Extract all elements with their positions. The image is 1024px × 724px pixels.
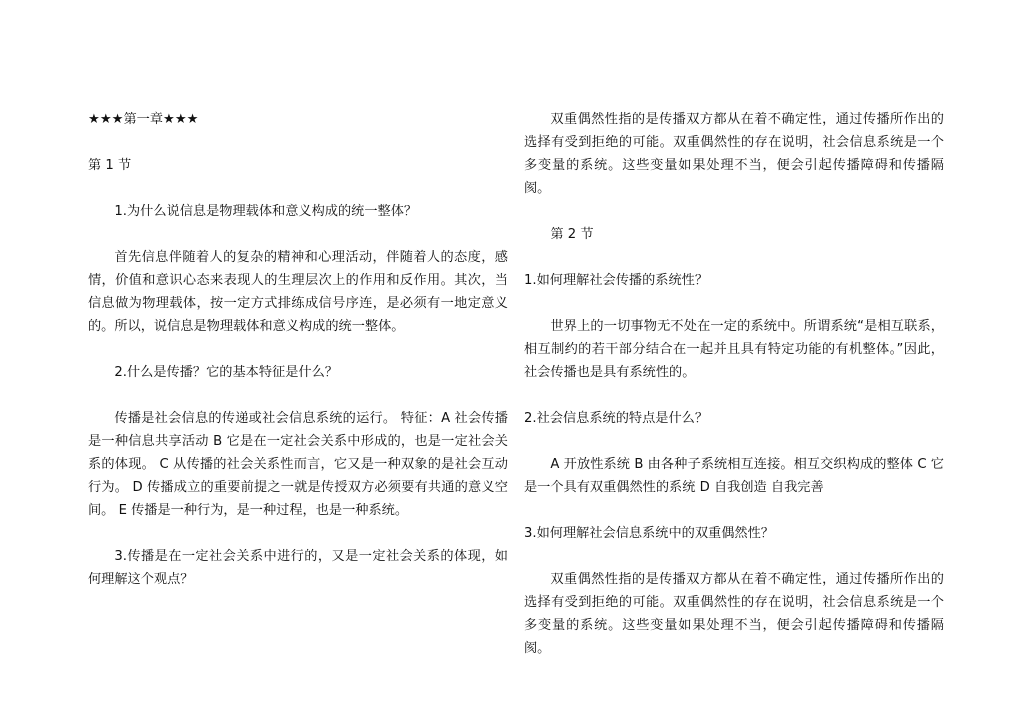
question-1-1: 1.为什么说信息是物理载体和意义构成的统一整体？ (114, 204, 418, 219)
left-column (88, 108, 508, 614)
answer-1-3: 双重偶然性指的是传播双方都从在着不确定性，通过传播所作出的选择有受到拒绝的可能。双重偶然性的存在说明，社会信息系统是一个多变量的系统。这些变量如果处理不当，便会引起传播障碍和传播隔阂。 (524, 112, 944, 196)
question-2-1: 1.如何理解社会传播的系统性？ (524, 273, 709, 288)
question-1-2: 2.什么是传播？它的基本特征是什么？ (114, 365, 338, 380)
question-2-2: 2.社会信息系统的特点是什么？ (524, 411, 709, 426)
chapter-title: ★★★第一章★★★ (88, 112, 199, 127)
answer-2-3: 双重偶然性指的是传播双方都从在着不确定性，通过传播所作出的选择有受到拒绝的可能。双重偶然性的存在说明，社会信息系统是一个多变量的系统。这些变量如果处理不当，便会引起传播障碍和传播隔阂。 (524, 572, 944, 656)
question-1-3: 3.传播是在一定社会关系中进行的，又是一定社会关系的体现，如何理解这个观点？ (88, 549, 508, 587)
answer-2-1: 世界上的一切事物无不处在一定的系统中。所谓系统“是相互联系，相互制约的若干部分结合在一起并且具有特定功能的有机整体。”因此，社会传播也是具有系统性的。 (524, 319, 944, 380)
section-title-1: 第 1 节 (88, 158, 132, 173)
answer-2-2: A 开放性系统 B 由各种子系统相互连接。相互交织构成的整体 C 它是一个具有双重偶然性的系统 D 自我创造 自我完善 (524, 457, 944, 495)
right-column (524, 108, 944, 683)
section-title-2: 第 2 节 (550, 227, 594, 242)
answer-1-2: 传播是社会信息的传递或社会信息系统的运行。 特征：A 社会传播是一种信息共享活动 B 它是在一定社会关系中形成的，也是一定社会关系的体现。 C 从传播的社会关系性而言，它又是一种双象的是社会互动行为。 D 传播成立的重要前提之一就是传授双方必须要有共通的意义空间。 E 传播是一种行为，是一种过程，也是一种系统。 (88, 411, 508, 518)
question-2-3: 3.如何理解社会信息系统中的双重偶然性？ (524, 526, 774, 541)
answer-1-1: 首先信息伴随着人的复杂的精神和心理活动，伴随着人的态度，感情，价值和意识心态来表现人的生理层次上的作用和反作用。其次，当信息做为物理载体，按一定方式排练成信号序连，是必须有一地定意义的。所以，说信息是物理载体和意义构成的统一整体。 (88, 250, 508, 334)
